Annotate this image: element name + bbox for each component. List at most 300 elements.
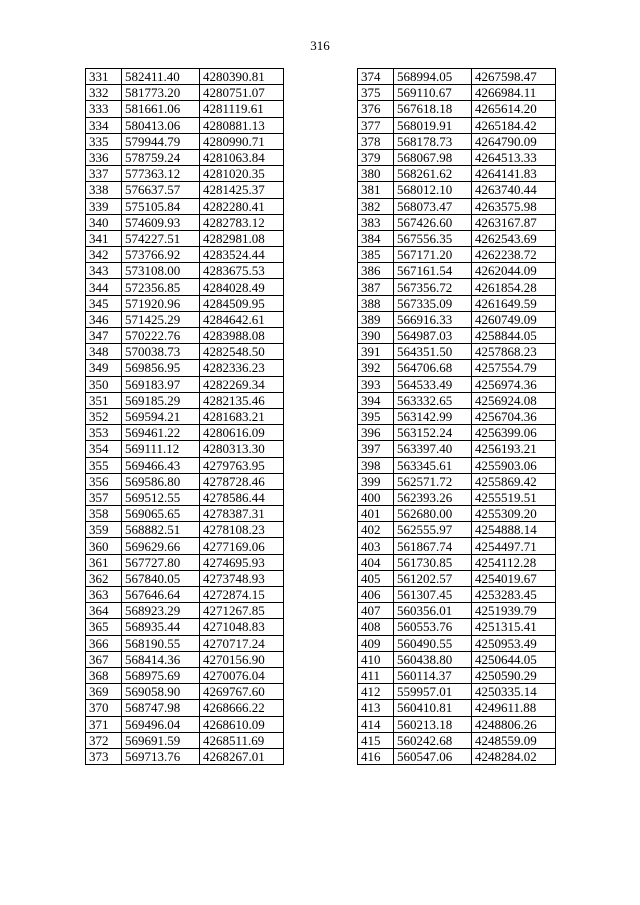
y-coordinate-cell: 4250335.14 [472, 684, 556, 700]
y-coordinate-cell: 4264141.83 [472, 166, 556, 182]
table-row [358, 328, 556, 344]
table-row [86, 311, 284, 327]
x-coordinate-cell: 568747.98 [122, 700, 200, 716]
table-row [86, 700, 284, 716]
point-number-cell: 356 [86, 473, 122, 489]
x-coordinate-cell: 569466.43 [122, 457, 200, 473]
point-number-cell: 365 [86, 619, 122, 635]
x-coordinate-cell: 575105.84 [122, 198, 200, 214]
y-coordinate-cell: 4282135.46 [200, 392, 284, 408]
table-row [358, 279, 556, 295]
table-row [358, 247, 556, 263]
point-number-cell: 391 [358, 344, 394, 360]
point-number-cell: 369 [86, 684, 122, 700]
point-number-cell: 361 [86, 554, 122, 570]
y-coordinate-cell: 4263167.87 [472, 214, 556, 230]
table-row [358, 408, 556, 424]
x-coordinate-cell: 567161.54 [394, 263, 472, 279]
x-coordinate-cell: 568882.51 [122, 522, 200, 538]
table-row [358, 619, 556, 635]
y-coordinate-cell: 4281425.37 [200, 182, 284, 198]
y-coordinate-cell: 4278387.31 [200, 506, 284, 522]
y-coordinate-cell: 4273748.93 [200, 570, 284, 586]
y-coordinate-cell: 4260749.09 [472, 311, 556, 327]
point-number-cell: 349 [86, 360, 122, 376]
y-coordinate-cell: 4264790.09 [472, 133, 556, 149]
x-coordinate-cell: 573766.92 [122, 247, 200, 263]
y-coordinate-cell: 4254888.14 [472, 522, 556, 538]
x-coordinate-cell: 577363.12 [122, 166, 200, 182]
coordinates-table-left [85, 68, 284, 765]
y-coordinate-cell: 4255869.42 [472, 473, 556, 489]
y-coordinate-cell: 4269767.60 [200, 684, 284, 700]
point-number-cell: 344 [86, 279, 122, 295]
y-coordinate-cell: 4267598.47 [472, 69, 556, 85]
table-row [358, 311, 556, 327]
point-number-cell: 343 [86, 263, 122, 279]
x-coordinate-cell: 560242.68 [394, 732, 472, 748]
point-number-cell: 396 [358, 425, 394, 441]
x-coordinate-cell: 573108.00 [122, 263, 200, 279]
x-coordinate-cell: 571920.96 [122, 295, 200, 311]
table-row [358, 182, 556, 198]
y-coordinate-cell: 4281119.61 [200, 101, 284, 117]
point-number-cell: 413 [358, 700, 394, 716]
table-row [86, 133, 284, 149]
x-coordinate-cell: 574227.51 [122, 230, 200, 246]
x-coordinate-cell: 568975.69 [122, 667, 200, 683]
y-coordinate-cell: 4264513.33 [472, 149, 556, 165]
x-coordinate-cell: 562393.26 [394, 489, 472, 505]
y-coordinate-cell: 4271267.85 [200, 603, 284, 619]
point-number-cell: 398 [358, 457, 394, 473]
x-coordinate-cell: 569512.55 [122, 489, 200, 505]
table-row [358, 295, 556, 311]
point-number-cell: 382 [358, 198, 394, 214]
y-coordinate-cell: 4270717.24 [200, 635, 284, 651]
point-number-cell: 336 [86, 149, 122, 165]
x-coordinate-cell: 568073.47 [394, 198, 472, 214]
point-number-cell: 352 [86, 408, 122, 424]
y-coordinate-cell: 4282548.50 [200, 344, 284, 360]
x-coordinate-cell: 570222.76 [122, 328, 200, 344]
table-row [86, 538, 284, 554]
table-row [86, 587, 284, 603]
x-coordinate-cell: 581661.06 [122, 101, 200, 117]
x-coordinate-cell: 572356.85 [122, 279, 200, 295]
y-coordinate-cell: 4278586.44 [200, 489, 284, 505]
table-row [86, 651, 284, 667]
x-coordinate-cell: 560356.01 [394, 603, 472, 619]
point-number-cell: 360 [86, 538, 122, 554]
point-number-cell: 388 [358, 295, 394, 311]
x-coordinate-cell: 560490.55 [394, 635, 472, 651]
table-row [86, 247, 284, 263]
point-number-cell: 373 [86, 748, 122, 764]
x-coordinate-cell: 563152.24 [394, 425, 472, 441]
y-coordinate-cell: 4254019.67 [472, 570, 556, 586]
table-row [358, 570, 556, 586]
table-row [86, 376, 284, 392]
x-coordinate-cell: 563332.65 [394, 392, 472, 408]
point-number-cell: 333 [86, 101, 122, 117]
x-coordinate-cell: 578759.24 [122, 149, 200, 165]
page-number: 316 [310, 38, 330, 53]
table-row [86, 198, 284, 214]
table-row [358, 69, 556, 85]
table-row [86, 344, 284, 360]
x-coordinate-cell: 569713.76 [122, 748, 200, 764]
point-number-cell: 387 [358, 279, 394, 295]
table-row [86, 441, 284, 457]
y-coordinate-cell: 4263575.98 [472, 198, 556, 214]
table-row [86, 408, 284, 424]
point-number-cell: 411 [358, 667, 394, 683]
y-coordinate-cell: 4266984.11 [472, 85, 556, 101]
y-coordinate-cell: 4256193.21 [472, 441, 556, 457]
point-number-cell: 335 [86, 133, 122, 149]
y-coordinate-cell: 4282981.08 [200, 230, 284, 246]
x-coordinate-cell: 560410.81 [394, 700, 472, 716]
y-coordinate-cell: 4265614.20 [472, 101, 556, 117]
table-row [86, 667, 284, 683]
point-number-cell: 381 [358, 182, 394, 198]
x-coordinate-cell: 560553.76 [394, 619, 472, 635]
point-number-cell: 403 [358, 538, 394, 554]
x-coordinate-cell: 569058.90 [122, 684, 200, 700]
y-coordinate-cell: 4265184.42 [472, 117, 556, 133]
y-coordinate-cell: 4251939.79 [472, 603, 556, 619]
x-coordinate-cell: 569111.12 [122, 441, 200, 457]
y-coordinate-cell: 4280990.71 [200, 133, 284, 149]
point-number-cell: 374 [358, 69, 394, 85]
y-coordinate-cell: 4283988.08 [200, 328, 284, 344]
point-number-cell: 380 [358, 166, 394, 182]
table-row [358, 554, 556, 570]
table-row [86, 506, 284, 522]
y-coordinate-cell: 4277169.06 [200, 538, 284, 554]
table-row [358, 538, 556, 554]
coordinates-table-left-body [86, 69, 284, 765]
point-number-cell: 401 [358, 506, 394, 522]
table-row [358, 376, 556, 392]
y-coordinate-cell: 4248284.02 [472, 748, 556, 764]
table-row [358, 489, 556, 505]
y-coordinate-cell: 4257554.79 [472, 360, 556, 376]
y-coordinate-cell: 4263740.44 [472, 182, 556, 198]
table-row [358, 635, 556, 651]
y-coordinate-cell: 4248559.09 [472, 732, 556, 748]
table-row [86, 230, 284, 246]
table-row [358, 684, 556, 700]
y-coordinate-cell: 4250644.05 [472, 651, 556, 667]
table-row [86, 392, 284, 408]
x-coordinate-cell: 581773.20 [122, 85, 200, 101]
point-number-cell: 376 [358, 101, 394, 117]
x-coordinate-cell: 567426.60 [394, 214, 472, 230]
x-coordinate-cell: 561730.85 [394, 554, 472, 570]
table-row [358, 473, 556, 489]
table-row [86, 101, 284, 117]
point-number-cell: 412 [358, 684, 394, 700]
point-number-cell: 334 [86, 117, 122, 133]
x-coordinate-cell: 568414.36 [122, 651, 200, 667]
point-number-cell: 342 [86, 247, 122, 263]
x-coordinate-cell: 569629.66 [122, 538, 200, 554]
table-row [358, 230, 556, 246]
x-coordinate-cell: 567556.35 [394, 230, 472, 246]
table-row [358, 85, 556, 101]
y-coordinate-cell: 4280616.09 [200, 425, 284, 441]
table-row [358, 214, 556, 230]
y-coordinate-cell: 4283524.44 [200, 247, 284, 263]
point-number-cell: 368 [86, 667, 122, 683]
table-row [358, 425, 556, 441]
table-row [358, 166, 556, 182]
point-number-cell: 400 [358, 489, 394, 505]
table-row [86, 149, 284, 165]
y-coordinate-cell: 4254497.71 [472, 538, 556, 554]
x-coordinate-cell: 568261.62 [394, 166, 472, 182]
x-coordinate-cell: 569586.80 [122, 473, 200, 489]
y-coordinate-cell: 4262543.69 [472, 230, 556, 246]
table-row [358, 360, 556, 376]
x-coordinate-cell: 569856.95 [122, 360, 200, 376]
point-number-cell: 377 [358, 117, 394, 133]
table-row [86, 457, 284, 473]
table-row [86, 425, 284, 441]
y-coordinate-cell: 4262044.09 [472, 263, 556, 279]
x-coordinate-cell: 569183.97 [122, 376, 200, 392]
y-coordinate-cell: 4268610.09 [200, 716, 284, 732]
x-coordinate-cell: 561307.45 [394, 587, 472, 603]
y-coordinate-cell: 4270156.90 [200, 651, 284, 667]
table-row [358, 198, 556, 214]
x-coordinate-cell: 564706.68 [394, 360, 472, 376]
y-coordinate-cell: 4262238.72 [472, 247, 556, 263]
x-coordinate-cell: 560438.80 [394, 651, 472, 667]
y-coordinate-cell: 4282269.34 [200, 376, 284, 392]
table-row [86, 117, 284, 133]
x-coordinate-cell: 574609.93 [122, 214, 200, 230]
x-coordinate-cell: 563142.99 [394, 408, 472, 424]
point-number-cell: 354 [86, 441, 122, 457]
y-coordinate-cell: 4281063.84 [200, 149, 284, 165]
x-coordinate-cell: 580413.06 [122, 117, 200, 133]
y-coordinate-cell: 4281683.21 [200, 408, 284, 424]
table-row [86, 570, 284, 586]
x-coordinate-cell: 567335.09 [394, 295, 472, 311]
y-coordinate-cell: 4280313.30 [200, 441, 284, 457]
table-row [86, 360, 284, 376]
table-row [86, 473, 284, 489]
y-coordinate-cell: 4268511.69 [200, 732, 284, 748]
table-row [86, 554, 284, 570]
y-coordinate-cell: 4261649.59 [472, 295, 556, 311]
x-coordinate-cell: 562555.97 [394, 522, 472, 538]
table-row [86, 166, 284, 182]
point-number-cell: 337 [86, 166, 122, 182]
point-number-cell: 384 [358, 230, 394, 246]
table-row [358, 117, 556, 133]
point-number-cell: 408 [358, 619, 394, 635]
point-number-cell: 348 [86, 344, 122, 360]
table-row [86, 85, 284, 101]
table-row [358, 603, 556, 619]
y-coordinate-cell: 4256399.06 [472, 425, 556, 441]
table-row [86, 635, 284, 651]
point-number-cell: 362 [86, 570, 122, 586]
y-coordinate-cell: 4268666.22 [200, 700, 284, 716]
x-coordinate-cell: 567618.18 [394, 101, 472, 117]
table-row [358, 344, 556, 360]
y-coordinate-cell: 4278108.23 [200, 522, 284, 538]
point-number-cell: 357 [86, 489, 122, 505]
x-coordinate-cell: 560547.06 [394, 748, 472, 764]
table-row [358, 441, 556, 457]
x-coordinate-cell: 568067.98 [394, 149, 472, 165]
y-coordinate-cell: 4284642.61 [200, 311, 284, 327]
x-coordinate-cell: 569065.65 [122, 506, 200, 522]
y-coordinate-cell: 4248806.26 [472, 716, 556, 732]
x-coordinate-cell: 569185.29 [122, 392, 200, 408]
coordinates-table-right-body [358, 69, 556, 765]
y-coordinate-cell: 4256924.08 [472, 392, 556, 408]
x-coordinate-cell: 568994.05 [394, 69, 472, 85]
table-row [86, 489, 284, 505]
point-number-cell: 366 [86, 635, 122, 651]
point-number-cell: 385 [358, 247, 394, 263]
x-coordinate-cell: 563397.40 [394, 441, 472, 457]
table-row [86, 295, 284, 311]
x-coordinate-cell: 568012.10 [394, 182, 472, 198]
y-coordinate-cell: 4261854.28 [472, 279, 556, 295]
point-number-cell: 383 [358, 214, 394, 230]
point-number-cell: 410 [358, 651, 394, 667]
y-coordinate-cell: 4280881.13 [200, 117, 284, 133]
y-coordinate-cell: 4283675.53 [200, 263, 284, 279]
table-row [358, 457, 556, 473]
x-coordinate-cell: 562680.00 [394, 506, 472, 522]
point-number-cell: 379 [358, 149, 394, 165]
table-row [358, 732, 556, 748]
x-coordinate-cell: 569461.22 [122, 425, 200, 441]
point-number-cell: 372 [86, 732, 122, 748]
table-row [86, 263, 284, 279]
table-row [86, 69, 284, 85]
x-coordinate-cell: 567646.64 [122, 587, 200, 603]
x-coordinate-cell: 561202.57 [394, 570, 472, 586]
table-row [86, 214, 284, 230]
y-coordinate-cell: 4257868.23 [472, 344, 556, 360]
point-number-cell: 358 [86, 506, 122, 522]
table-row [86, 182, 284, 198]
table-row [86, 603, 284, 619]
x-coordinate-cell: 567356.72 [394, 279, 472, 295]
point-number-cell: 370 [86, 700, 122, 716]
point-number-cell: 364 [86, 603, 122, 619]
x-coordinate-cell: 568019.91 [394, 117, 472, 133]
point-number-cell: 350 [86, 376, 122, 392]
y-coordinate-cell: 4274695.93 [200, 554, 284, 570]
y-coordinate-cell: 4250590.29 [472, 667, 556, 683]
x-coordinate-cell: 559957.01 [394, 684, 472, 700]
y-coordinate-cell: 4278728.46 [200, 473, 284, 489]
table-row [358, 667, 556, 683]
point-number-cell: 355 [86, 457, 122, 473]
y-coordinate-cell: 4284028.49 [200, 279, 284, 295]
point-number-cell: 395 [358, 408, 394, 424]
x-coordinate-cell: 571425.29 [122, 311, 200, 327]
point-number-cell: 346 [86, 311, 122, 327]
y-coordinate-cell: 4279763.95 [200, 457, 284, 473]
point-number-cell: 359 [86, 522, 122, 538]
table-row [358, 700, 556, 716]
table-row [358, 149, 556, 165]
table-row [358, 522, 556, 538]
table-row [86, 716, 284, 732]
point-number-cell: 340 [86, 214, 122, 230]
point-number-cell: 378 [358, 133, 394, 149]
point-number-cell: 415 [358, 732, 394, 748]
point-number-cell: 407 [358, 603, 394, 619]
y-coordinate-cell: 4282783.12 [200, 214, 284, 230]
x-coordinate-cell: 568178.73 [394, 133, 472, 149]
point-number-cell: 351 [86, 392, 122, 408]
point-number-cell: 416 [358, 748, 394, 764]
y-coordinate-cell: 4256974.36 [472, 376, 556, 392]
coordinates-table-right [357, 68, 556, 765]
x-coordinate-cell: 569496.04 [122, 716, 200, 732]
x-coordinate-cell: 570038.73 [122, 344, 200, 360]
y-coordinate-cell: 4282280.41 [200, 198, 284, 214]
x-coordinate-cell: 567840.05 [122, 570, 200, 586]
table-row [358, 133, 556, 149]
y-coordinate-cell: 4281020.35 [200, 166, 284, 182]
x-coordinate-cell: 561867.74 [394, 538, 472, 554]
x-coordinate-cell: 564987.03 [394, 328, 472, 344]
x-coordinate-cell: 569594.21 [122, 408, 200, 424]
point-number-cell: 390 [358, 328, 394, 344]
point-number-cell: 338 [86, 182, 122, 198]
point-number-cell: 332 [86, 85, 122, 101]
y-coordinate-cell: 4255519.51 [472, 489, 556, 505]
table-row [86, 732, 284, 748]
point-number-cell: 397 [358, 441, 394, 457]
x-coordinate-cell: 582411.40 [122, 69, 200, 85]
x-coordinate-cell: 569691.59 [122, 732, 200, 748]
point-number-cell: 339 [86, 198, 122, 214]
x-coordinate-cell: 569110.67 [394, 85, 472, 101]
table-row [358, 101, 556, 117]
x-coordinate-cell: 579944.79 [122, 133, 200, 149]
table-row [86, 522, 284, 538]
point-number-cell: 406 [358, 587, 394, 603]
x-coordinate-cell: 568190.55 [122, 635, 200, 651]
point-number-cell: 409 [358, 635, 394, 651]
point-number-cell: 345 [86, 295, 122, 311]
x-coordinate-cell: 563345.61 [394, 457, 472, 473]
y-coordinate-cell: 4254112.28 [472, 554, 556, 570]
table-row [86, 279, 284, 295]
point-number-cell: 405 [358, 570, 394, 586]
y-coordinate-cell: 4282336.23 [200, 360, 284, 376]
table-row [86, 748, 284, 764]
y-coordinate-cell: 4258844.05 [472, 328, 556, 344]
point-number-cell: 393 [358, 376, 394, 392]
table-row [358, 716, 556, 732]
y-coordinate-cell: 4270076.04 [200, 667, 284, 683]
